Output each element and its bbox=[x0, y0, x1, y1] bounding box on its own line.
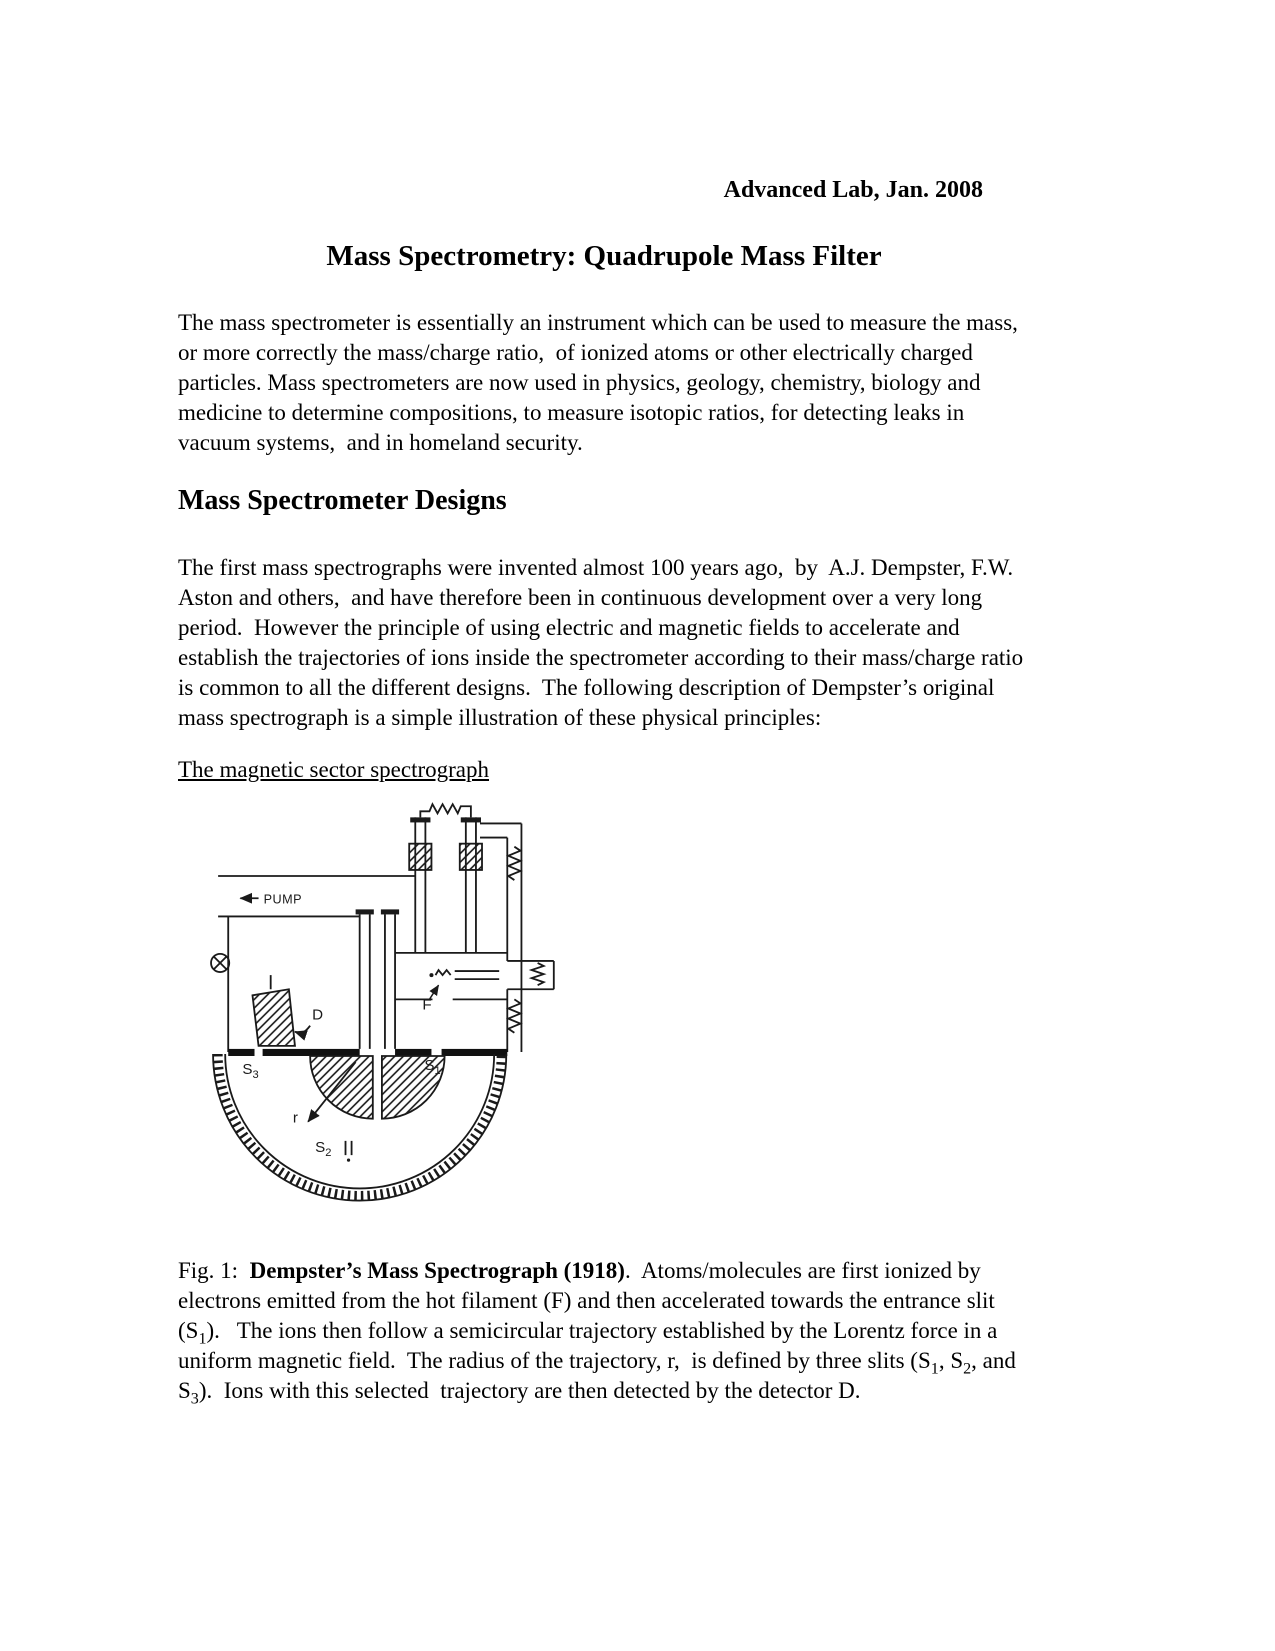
caption-text: . Atoms/molecules are first ionized by electrons emitted from the hot filament (F) and then accelerated towards the entrance slit (S bbox=[178, 1258, 1001, 1344]
label-s1: $S_1$ bbox=[424, 1057, 441, 1078]
label-s3: $S_3$ bbox=[242, 1061, 259, 1082]
detector-label: D bbox=[312, 1006, 324, 1024]
detector-pointer bbox=[295, 1026, 310, 1033]
valve-icon bbox=[211, 954, 229, 972]
central-column bbox=[356, 910, 399, 1050]
radius-label: r bbox=[292, 1109, 298, 1127]
caption-sub: 1 bbox=[198, 1330, 207, 1348]
caption-text: , S bbox=[938, 1348, 964, 1374]
document-title: Mass Spectrometry: Quadrupole Mass Filter bbox=[326, 239, 882, 272]
right-pipe bbox=[480, 824, 521, 1053]
caption-sub: 1 bbox=[930, 1360, 939, 1378]
side-arm-coil bbox=[532, 963, 544, 985]
coil-lower bbox=[508, 1000, 520, 1033]
apparatus-outline bbox=[211, 804, 554, 1200]
baseline-slits bbox=[228, 1049, 507, 1056]
coil-upper bbox=[508, 847, 520, 880]
filament-label: F bbox=[422, 996, 432, 1014]
detector-block bbox=[252, 975, 310, 1046]
figure-diagram bbox=[208, 801, 572, 1221]
designs-paragraph: The first mass spectrographs were invented almost 100 years ago, by A.J. Dempster, F.W. Aston and others, and have therefore been in continuous development over a very long period. However the principle of using electric and magnetic fields to accelerate and establish the trajectories of ions inside the spectrometer according to their mass/charge ratio is common to all the different designs. The following description of Dempster’s original mass spectrograph is a simple illustration of these physical principles: bbox=[178, 555, 1029, 731]
caption-text: ). The ions then follow a semicircular trajectory established by the Lorentz force in a uniform magnetic field. The radius of the trajectory, r, is defined by three slits (S bbox=[178, 1318, 1004, 1374]
caption-sub: 3 bbox=[190, 1390, 199, 1408]
pump-label: PUMP bbox=[263, 892, 303, 907]
intro-paragraph: The mass spectrometer is essentially an instrument which can be used to measure the mass, or more correctly the mass/charge ratio, of ionized atoms or other electrically charged particles. Mass spectrometers are now used in physics, geology, chemistry, biology and medicine to determine compositions, to measure isotopic ratios, for detecting leaks in vacuum systems, and in homeland security. bbox=[178, 309, 1024, 455]
ion-source-box bbox=[395, 953, 507, 1000]
header-date: Advanced Lab, Jan. 2008 bbox=[723, 177, 983, 203]
filament-coil bbox=[436, 970, 451, 975]
electrode-tube-left bbox=[409, 818, 431, 953]
figure-subheading: The magnetic sector spectrograph bbox=[178, 757, 490, 783]
section-heading-designs: Mass Spectrometer Designs bbox=[178, 484, 507, 516]
caption-sub: 2 bbox=[963, 1360, 972, 1378]
top-coil bbox=[420, 804, 471, 817]
side-arm bbox=[507, 961, 554, 989]
exit-slit bbox=[346, 1141, 352, 1162]
figure-1 bbox=[208, 801, 1030, 1226]
caption-text: ). Ions with this selected trajectory are then detected by the detector D. bbox=[198, 1378, 861, 1404]
figure-caption bbox=[178, 1256, 1030, 1406]
caption-bold-title: Dempster’s Mass Spectrograph (1918) bbox=[249, 1258, 625, 1284]
filament-pointer bbox=[429, 985, 438, 999]
label-s2: $S_2$ bbox=[315, 1139, 332, 1160]
electrode-tube-right bbox=[460, 818, 482, 953]
caption-fig-label: Fig. 1: bbox=[178, 1258, 250, 1284]
caption-text: , and S bbox=[178, 1348, 1022, 1404]
